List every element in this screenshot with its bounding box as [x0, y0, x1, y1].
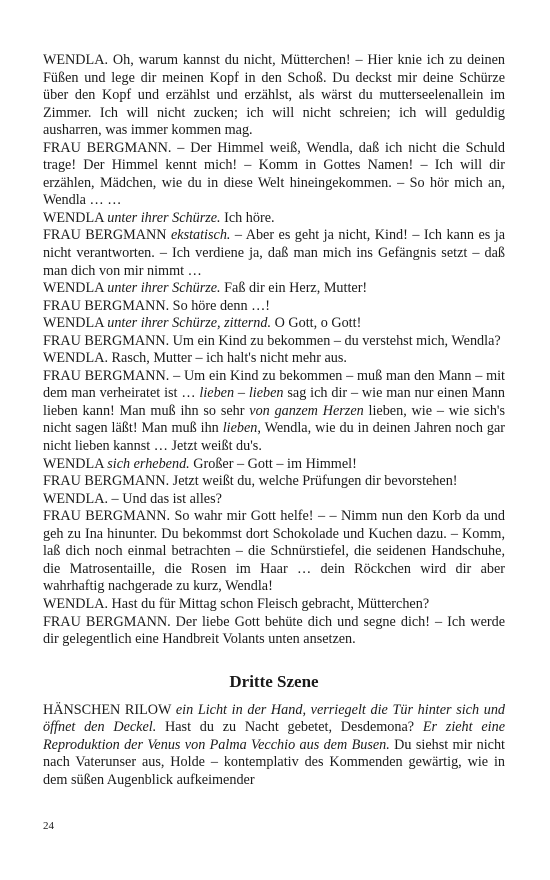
- dialogue-paragraph: [43, 702, 505, 790]
- dialogue-text: WENDLA. Rasch, Mutter – ich halt's nicht mehr aus.: [43, 350, 347, 367]
- dialogue-text: FRAU BERGMANN. Der liebe Gott behüte dich und segne dich! – Ich werde dir gelegentlich eine Handbreit Volants unten ansetzen.: [43, 613, 505, 648]
- dialogue-text: WENDLA: [43, 315, 108, 332]
- stage-direction: unter ihrer Schürze, zitternd.: [107, 315, 272, 332]
- stage-direction: sich erhebend.: [107, 455, 190, 472]
- dialogue-text: FRAU BERGMANN: [43, 227, 171, 244]
- stage-direction: ekstatisch.: [170, 227, 231, 244]
- stage-direction: lieben: [222, 420, 258, 437]
- dialogue-text: FRAU BERGMANN. Um ein Kind zu bekommen – du verstehst mich, Wendla?: [43, 332, 501, 349]
- dialogue-paragraph: [43, 491, 505, 509]
- dialogue-paragraph: [43, 210, 505, 228]
- dialogue-paragraph: [43, 298, 505, 316]
- dialogue-paragraph: [43, 280, 505, 298]
- dialogue-text: FRAU BERGMANN. – Um ein Kind zu bekommen – muß man den Mann – mit dem man verheiratet ist …: [43, 367, 505, 402]
- dialogue-text: Du siehst mir nicht nach Vaterunser aus, Holde – kontemplativ des Kommenden gewärtig, wie in dem süßen Augenblick aufkeimender: [43, 736, 505, 788]
- dialogue-paragraph: [43, 596, 505, 614]
- dialogue-paragraph: [43, 456, 505, 474]
- page-number: 24: [43, 820, 54, 832]
- dialogue-paragraph: [43, 333, 505, 351]
- stage-direction: Er zieht eine Reproduktion der Venus von Palma Vecchio aus dem Busen.: [43, 719, 505, 753]
- dialogue-text: Großer – Gott – im Himmel!: [189, 455, 357, 472]
- dialogue-text: FRAU BERGMANN. Jetzt weißt du, welche Prüfungen dir bevorstehen!: [43, 473, 458, 490]
- dialogue-text: O Gott, o Gott!: [271, 315, 362, 332]
- dialogue-paragraph: [43, 140, 505, 210]
- dialogue-text: WENDLA: [43, 209, 108, 226]
- dialogue-paragraph: [43, 473, 505, 491]
- dialogue-text: FRAU BERGMANN. So wahr mir Gott helfe! – – Nimm nun den Korb da und geh zu Ina hinunter. Du bekommst dort Schokolade und Kuchen dazu. – Komm, laß dich noch einmal betrachten – die Schnürstiefel, die seidenen Handschuhe, die Matrosentaille, die Rosen im Haar … dein Röckchen wird dir aber wahrhaftig nachgerade zu kurz, Wendla!: [43, 508, 505, 595]
- dialogue-text: HÄNSCHEN RILOW: [43, 701, 176, 718]
- dialogue-paragraph: [43, 227, 505, 280]
- dialogue-text: , Wendla, wie du in deinen Jahren noch gar nicht lieben kannst … Jetzt weißt du's.: [43, 420, 505, 455]
- stage-direction: von ganzem Herzen: [249, 402, 364, 419]
- dialogue-text: lieben, wie – wie sich's nicht sagen läßt! Man muß ihn: [43, 402, 505, 437]
- dialogue-paragraph: [43, 368, 505, 456]
- dialogue-paragraph: [43, 614, 505, 649]
- dialogue-paragraph: [43, 52, 505, 140]
- dialogue-text: Ich höre.: [220, 209, 275, 226]
- page-body: [43, 52, 505, 789]
- dialogue-text: Hast du zu Nacht gebetet, Desdemona?: [156, 719, 423, 736]
- stage-direction: unter ihrer Schürze.: [107, 280, 221, 297]
- dialogue-paragraph: [43, 350, 505, 368]
- dialogue-paragraph: [43, 315, 505, 333]
- dialogue-text: FRAU BERGMANN. – Der Himmel weiß, Wendla, daß ich nicht die Schuld trage! Der Himmel kennt mich! – Komm in Gottes Namen! – Ich will dir erzählen, Mädchen, wie du in diese Welt hineingekommen. – So hör mich an, Wendla … …: [43, 139, 505, 209]
- scene-dialogue-block: [43, 702, 505, 790]
- dialogue-text: FRAU BERGMANN. So höre denn …!: [43, 297, 270, 314]
- dialogue-text: WENDLA: [43, 280, 108, 297]
- dialogue-block: [43, 52, 505, 649]
- dialogue-text: Faß dir ein Herz, Mutter!: [220, 280, 368, 297]
- stage-direction: ein Licht in der Hand, verriegelt die Tür hinter sich und öffnet den Deckel.: [43, 701, 506, 736]
- stage-direction: unter ihrer Schürze.: [107, 209, 221, 226]
- dialogue-text: WENDLA: [43, 455, 108, 472]
- stage-direction: lieben – lieben: [199, 385, 284, 402]
- dialogue-text: sag ich dir – wie man nur einen Mann lieben kann! Man muß ihn so sehr: [43, 385, 505, 419]
- dialogue-paragraph: [43, 508, 505, 596]
- dialogue-text: WENDLA. Oh, warum kannst du nicht, Mütterchen! – Hier knie ich zu deinen Füßen und lege dir meinen Kopf in den Schoß. Du deckst mir deine Schürze über den Kopf und erzählst und erzählst, als wärst du mutterseelenallein im Zimmer. Ich will nicht zucken; ich will nicht schreien; ich will geduldig ausharren, was immer kommen mag.: [43, 52, 505, 139]
- dialogue-text: WENDLA. Hast du für Mittag schon Fleisch gebracht, Mütterchen?: [43, 595, 430, 612]
- dialogue-text: WENDLA. – Und das ist alles?: [43, 490, 222, 507]
- scene-heading: Dritte Szene: [229, 671, 319, 691]
- dialogue-text: – Aber es geht ja nicht, Kind! – Ich kann es ja nicht verantworten. – Ich verdiene ja, daß man mich ins Gefängnis setzt – daß man dich von mir nimmt …: [43, 227, 506, 279]
